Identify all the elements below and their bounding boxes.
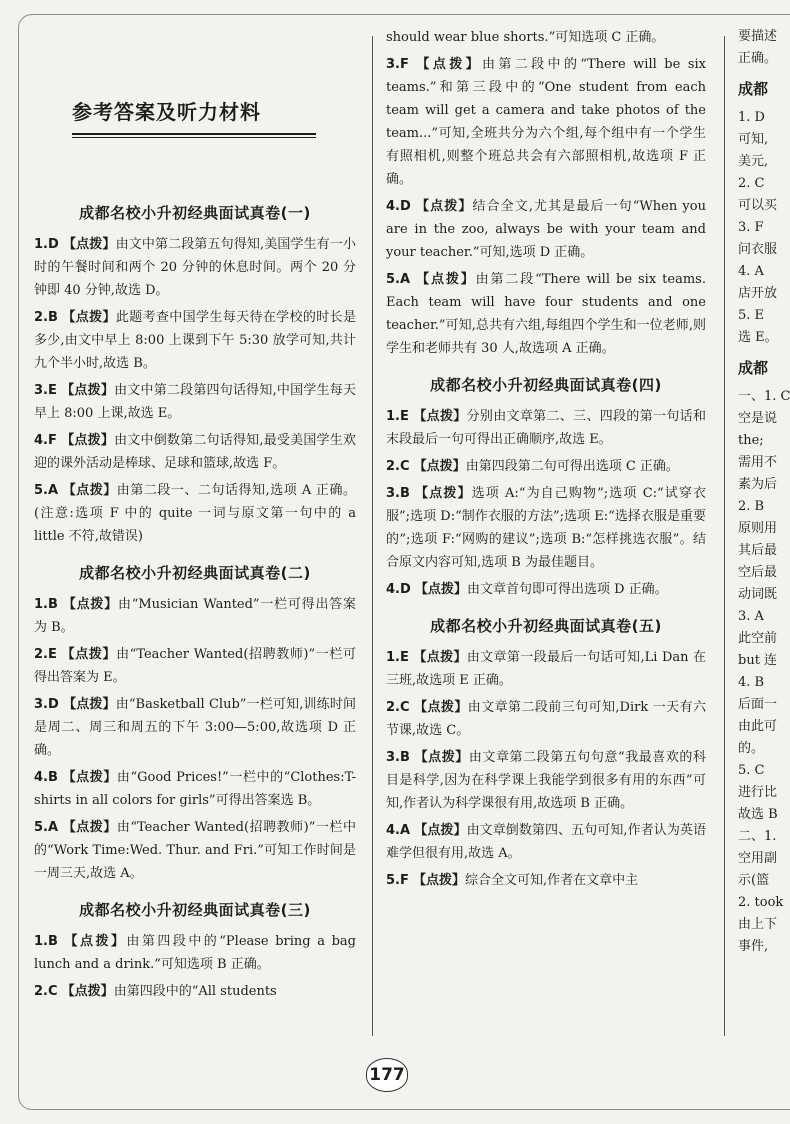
hint-label: 【点拨】: [61, 433, 115, 448]
answer-number: 2.: [34, 984, 48, 999]
answer-number: 3.: [34, 383, 48, 398]
column-2: [386, 26, 706, 896]
answer-letter: A: [399, 823, 411, 838]
answer-letter: A: [47, 820, 59, 835]
answer-letter: A: [399, 272, 411, 287]
hint-label: 【点拨】: [413, 650, 467, 665]
hint-label: 【点拨】: [62, 597, 118, 612]
answer-explanation: 由第四段中的“Please bring a bag lunch and a drink.”可知选项 B 正确。: [34, 934, 356, 972]
section-4-answers: [386, 405, 706, 601]
continued-line: should wear blue shorts.”可知选项 C 正确。: [386, 30, 665, 45]
section-1-answers: [34, 233, 356, 548]
hint-label: 【点拨】: [63, 237, 116, 252]
hint-label: 【点拨】: [413, 409, 467, 424]
answer-explanation: 由第二段一、二句话得知,选项 A 正确。(注意:选项 F 中的 quite 一词与原文第一句中的 a little 不符,故错误): [34, 483, 356, 544]
cropped-text-line: 二、1.: [738, 829, 777, 844]
answer-explanation: 由文章第二段前三句可知,Dirk 一天有六节课,故选 C。: [386, 700, 706, 738]
answer-item: [34, 816, 356, 885]
page-number: 177: [366, 1058, 408, 1092]
answer-letter: F: [399, 873, 409, 888]
section-title-4: 成都名校小升初经典面试真卷(四): [430, 376, 662, 394]
section-3-answers: [34, 930, 356, 1003]
hint-label: 【点拨】: [62, 820, 117, 835]
answer-item: [34, 379, 356, 425]
section-2-answers: [34, 593, 356, 885]
cropped-text-line: 空后最: [738, 565, 778, 580]
cropped-text-line: 由此可: [738, 719, 778, 734]
cropped-text-line: 素为后: [738, 477, 778, 492]
hint-label: 【点拨】: [416, 57, 482, 72]
column-1: [34, 26, 356, 1007]
section-title-1: 成都名校小升初经典面试真卷(一): [79, 204, 311, 222]
answer-explanation: 由“Teacher Wanted(招聘教师)”一栏中的“Work Time:Wed. Thur. and Fri.”可知工作时间是一周三天,故选 A。: [34, 820, 356, 881]
answer-explanation: 综合全文可知,作者在文章中主: [465, 873, 639, 888]
answer-letter: A: [47, 483, 59, 498]
answer-item: [386, 696, 706, 742]
answer-number: 3.: [386, 486, 400, 501]
answer-number: 5.: [34, 483, 48, 498]
title-underline-thin: [72, 137, 316, 138]
answer-number: 5.: [386, 272, 400, 287]
answer-letter: C: [399, 459, 410, 474]
answer-letter: F: [399, 57, 409, 72]
answer-number: 4.: [386, 199, 400, 214]
cropped-text-line: 2. C: [738, 176, 765, 191]
cropped-text-line: 选 E。: [738, 330, 778, 345]
answer-item: [34, 233, 356, 302]
answer-letter: D: [47, 237, 59, 252]
cropped-text-line: 进行比: [738, 785, 778, 800]
answer-explanation: 由第二段中的“There will be six teams.”和第三段中的“One student from each team will get a camera and take photos of the team...”可知,全班共分为六个组,每个组中有一个学生有照相机,则整个班总共会有六部照相机,故选项 F 正确。: [386, 57, 706, 187]
main-title-block: [72, 96, 316, 138]
answer-letter: C: [399, 700, 410, 715]
answer-item: [386, 405, 706, 451]
answer-explanation: 由文章第二段第五句句意“我最喜欢的科目是科学,因为在科学课上我能学到很多有用的东西”可知,作者认为科学课很有用,故选项 B 正确。: [386, 750, 706, 811]
answer-item: [386, 53, 706, 191]
answer-letter: D: [47, 697, 59, 712]
hint-label: 【点拨】: [62, 310, 116, 325]
answer-number: 3.: [386, 750, 400, 765]
cropped-text-line: 可知,: [738, 132, 769, 147]
answer-letter: E: [47, 647, 57, 662]
answer-number: 1.: [34, 934, 48, 949]
hint-label: 【点拨】: [413, 459, 466, 474]
answer-letter: E: [399, 409, 409, 424]
answer-explanation: 由文中第二段第四句话得知,中国学生每天早上 8:00 上课,故选 E。: [34, 383, 356, 421]
cropped-text-line: 示(篮: [738, 873, 770, 888]
answer-explanation: 由第二段“There will be six teams. Each team will have four students and one teacher.”可知,总共有六组,每组四个学生和一位老师,则学生和老师共有 30 人,故选项 A 正确。: [386, 272, 706, 356]
answer-item: [386, 819, 706, 865]
answer-letter: B: [47, 770, 58, 785]
answer-explanation: 结合全文,尤其是最后一句“When you are in the zoo, always be with your team and your teacher.”可知,选项 D 正确。: [386, 199, 706, 260]
col3-fragment-a: [738, 26, 790, 70]
hint-label: 【点拨】: [413, 873, 466, 888]
cropped-text-line: 4. A: [738, 264, 764, 279]
answer-item: [386, 455, 706, 478]
cropped-text-line: 原则用: [738, 521, 778, 536]
answer-item: [34, 693, 356, 762]
cropped-text-line: 5. C: [738, 763, 765, 778]
cropped-text-line: 3. A: [738, 609, 764, 624]
answer-number: 1.: [34, 237, 48, 252]
answer-number: 1.: [386, 409, 400, 424]
hint-label: 【点拨】: [414, 823, 467, 838]
answer-explanation: 此题考查中国学生每天待在学校的时长是多少,由文中早上 8:00 上课到下午 5:30 放学可知,共计九个半小时,故选 B。: [34, 310, 356, 371]
section-title-3: 成都名校小升初经典面试真卷(三): [79, 901, 311, 919]
answer-letter: C: [47, 984, 58, 999]
answer-explanation: 选项 A:“为自己购物”;选项 C:“试穿衣服”;选项 D:“制作衣服的方法”;选项 E:“选择衣服是重要的”;选项 F:“网购的建议”;选项 B:“怎样挑选衣服”。结合原文内容可知,选项 B 为最佳题目。: [386, 486, 706, 570]
answer-number: 1.: [386, 650, 400, 665]
answer-item: [386, 482, 706, 574]
answer-item: [34, 479, 356, 548]
hint-label: 【点拨】: [416, 272, 476, 287]
answer-explanation: 由文中第二段第五句得知,美国学生有一小时的午餐时间和两个 20 分钟的休息时间。两个 20 分钟即 40 分钟,故选 D。: [34, 237, 356, 298]
answer-explanation: 由“Teacher Wanted(招聘教师)”一栏可得出答案为 E。: [34, 647, 356, 685]
cropped-text-line: 3. F: [738, 220, 764, 235]
hint-label: 【点拨】: [414, 582, 467, 597]
answer-letter: F: [47, 433, 57, 448]
cropped-text-line: 可以买: [738, 198, 778, 213]
answer-item: [34, 643, 356, 689]
cropped-text-line: 2. B: [738, 499, 765, 514]
answer-number: 2.: [34, 647, 48, 662]
answer-item: [34, 306, 356, 375]
cropped-text-line: 美元,: [738, 154, 769, 169]
hint-label: 【点拨】: [61, 647, 117, 662]
answer-explanation: 分别由文章第二、三、四段的第一句话和末段最后一句可得出正确顺序,故选 E。: [386, 409, 706, 447]
answer-number: 4.: [386, 582, 400, 597]
section-title-2: 成都名校小升初经典面试真卷(二): [79, 564, 311, 582]
column-3-cropped: [738, 26, 790, 958]
cropped-text-line: 需用不: [738, 455, 778, 470]
answer-item: [386, 195, 706, 264]
answer-letter: B: [399, 486, 410, 501]
answer-number: 4.: [386, 823, 400, 838]
answer-item: [386, 268, 706, 360]
answer-letter: E: [47, 383, 57, 398]
cropped-text-line: 的。: [738, 741, 765, 756]
answer-number: 3.: [34, 697, 48, 712]
answer-item: [386, 869, 706, 892]
cropped-text-line: 故选 B: [738, 807, 778, 822]
answer-explanation: 由“Musician Wanted”一栏可得出答案为 B。: [34, 597, 357, 635]
section-5-answers: [386, 646, 706, 892]
hint-label: 【点拨】: [416, 199, 473, 214]
hint-label: 【点拨】: [414, 750, 469, 765]
answer-letter: E: [399, 650, 409, 665]
cropped-text-line: 5. E: [738, 308, 765, 323]
answer-item: [34, 930, 356, 976]
answer-letter: D: [399, 199, 411, 214]
section-title-5: 成都名校小升初经典面试真卷(五): [430, 617, 662, 635]
answer-number: 2.: [386, 700, 400, 715]
hint-label: 【点拨】: [63, 697, 116, 712]
col3-heading-a: 成都: [738, 80, 769, 98]
cropped-text-line: 4. B: [738, 675, 765, 690]
hint-label: 【点拨】: [62, 483, 117, 498]
answer-number: 1.: [34, 597, 48, 612]
answer-explanation: 由“Basketball Club”一栏可知,训练时间是周二、周三和周五的下午 3:00—5:00,故选项 D 正确。: [34, 697, 356, 758]
cropped-text-line: 事件,: [738, 939, 769, 954]
answer-explanation: 由第四段中的“All students: [113, 984, 277, 999]
answer-letter: B: [47, 597, 58, 612]
answer-item: [386, 746, 706, 815]
cropped-text-line: 一、1. C: [738, 389, 790, 404]
answer-item: [34, 429, 356, 475]
cropped-text-line: 要描述: [738, 29, 778, 44]
cropped-text-line: 动词既: [738, 587, 778, 602]
answer-number: 2.: [386, 459, 400, 474]
main-title: 参考答案及听力材料: [72, 100, 261, 124]
cropped-text-line: 空用副: [738, 851, 778, 866]
cropped-text-line: 店开放: [738, 286, 778, 301]
cropped-text-line: 由上下: [738, 917, 778, 932]
hint-label: 【点拨】: [415, 486, 472, 501]
answer-letter: B: [399, 750, 410, 765]
answer-number: 5.: [34, 820, 48, 835]
hint-label: 【点拨】: [61, 984, 114, 999]
title-underline: [72, 133, 316, 135]
cropped-text-line: 后面一: [738, 697, 778, 712]
answer-number: 4.: [34, 433, 48, 448]
answer-number: 2.: [34, 310, 48, 325]
column-divider-2: [724, 36, 725, 1036]
answer-item: [386, 646, 706, 692]
answer-letter: D: [399, 582, 411, 597]
answer-item: [34, 593, 356, 639]
cropped-text-line: 其后最: [738, 543, 778, 558]
answer-explanation: 由“Good Prices!”一栏中的“Clothes:T-shirts in all colors for girls”可得出答案选 B。: [34, 770, 356, 808]
hint-label: 【点拨】: [64, 934, 127, 949]
answer-number: 5.: [386, 873, 400, 888]
hint-label: 【点拨】: [62, 770, 117, 785]
cropped-text-line: 问衣服: [738, 242, 778, 257]
answer-explanation: 由文章第一段最后一句话可知,Li Dan 在三班,故选项 E 正确。: [386, 650, 706, 688]
cropped-text-line: 正确。: [738, 51, 778, 66]
answer-explanation: 由文章倒数第四、五句可知,作者认为英语难学但很有用,故选 A。: [386, 823, 706, 861]
answer-explanation: 由文中倒数第二句话得知,最受美国学生欢迎的课外活动是棒球、足球和篮球,故选 F。: [34, 433, 356, 471]
answer-explanation: 由第四段第二句可得出选项 C 正确。: [465, 459, 679, 474]
answer-number: 3.: [386, 57, 400, 72]
col3-fragment-b: [738, 107, 790, 349]
answer-item: [386, 578, 706, 601]
answer-letter: B: [47, 934, 58, 949]
answer-item: [34, 766, 356, 812]
cropped-text-line: the;: [738, 433, 764, 448]
hint-label: 【点拨】: [61, 383, 115, 398]
cropped-text-line: 1. D: [738, 110, 765, 125]
column-divider: [372, 36, 373, 1036]
answer-number: 4.: [34, 770, 48, 785]
answer-item: [34, 980, 356, 1003]
hint-label: 【点拨】: [414, 700, 468, 715]
answer-letter: B: [47, 310, 58, 325]
cropped-text-line: 空是说: [738, 411, 778, 426]
cropped-text-line: 此空前: [738, 631, 778, 646]
answer-explanation: 由文章首句即可得出选项 D 正确。: [466, 582, 668, 597]
cropped-text-line: 2. took: [738, 895, 784, 910]
section-3-answers-cont: [386, 53, 706, 360]
col3-fragment-c: [738, 386, 790, 958]
col3-heading-b: 成都: [738, 359, 769, 377]
cropped-text-line: but 连: [738, 653, 778, 668]
